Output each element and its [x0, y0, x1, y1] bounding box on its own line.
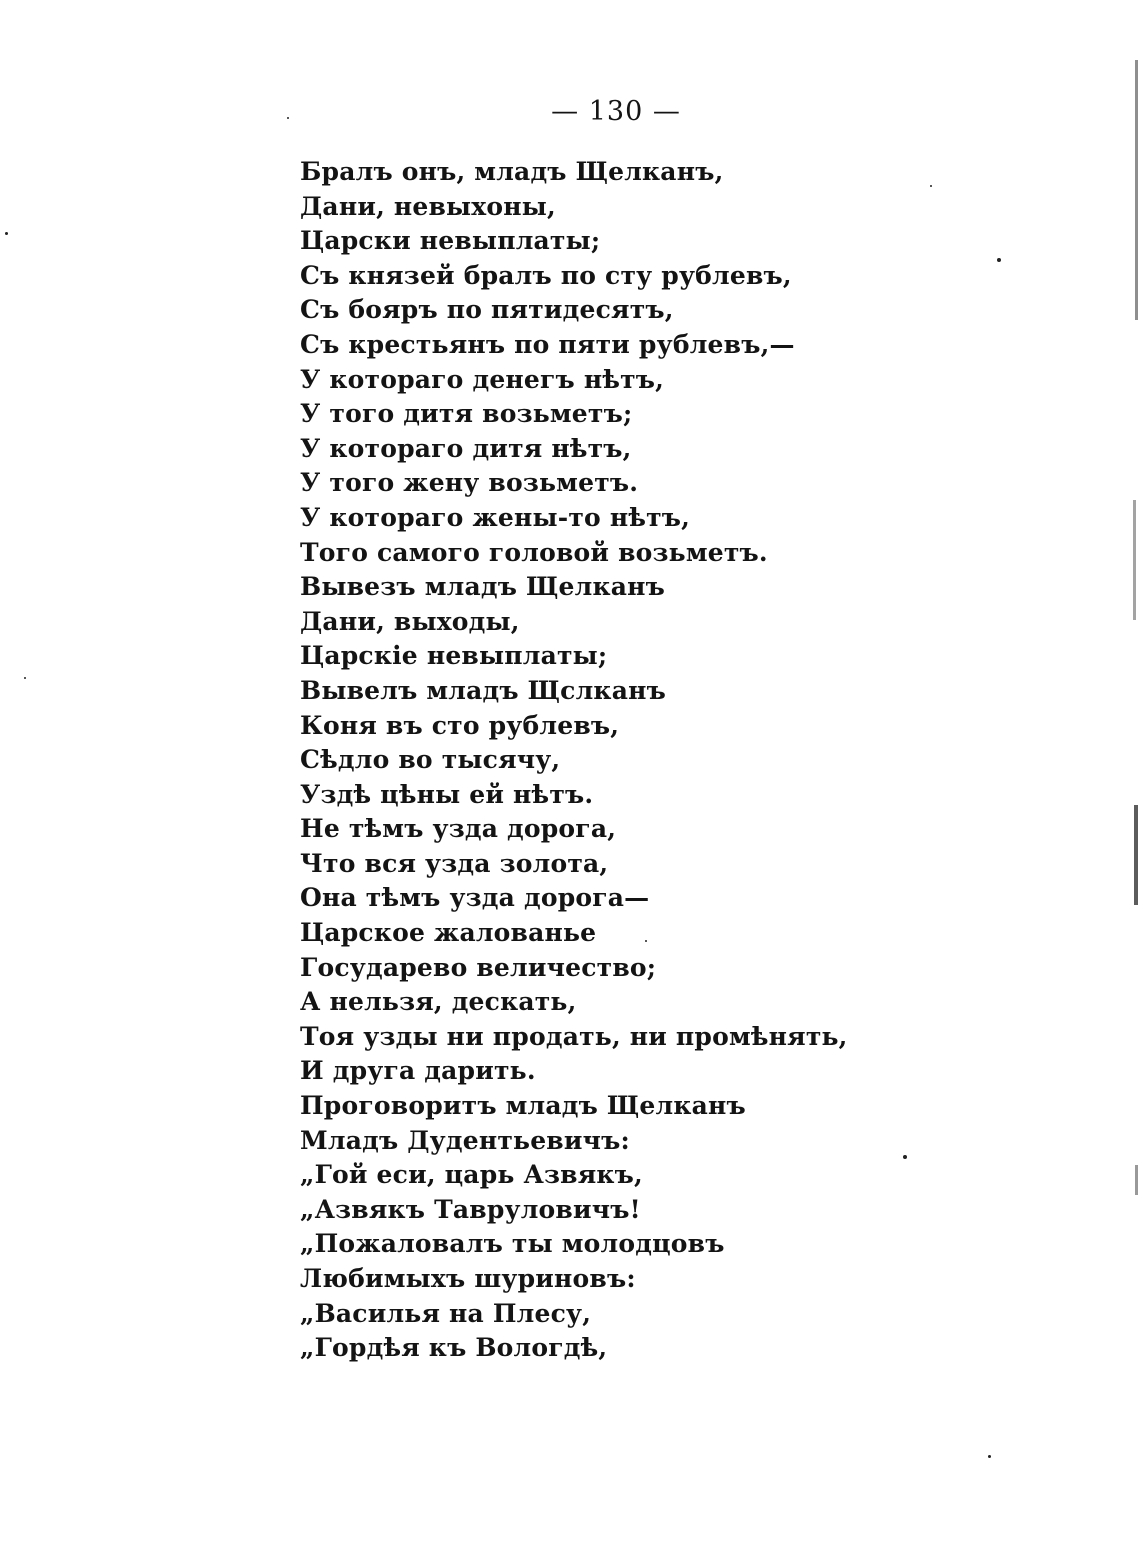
- scan-speck: [930, 185, 932, 187]
- verse-line: Уздѣ цѣны ей нѣтъ.: [300, 779, 594, 809]
- verse-line: У котораго денегъ нѣтъ,: [300, 364, 665, 394]
- scan-speck: [903, 1155, 907, 1159]
- verse-line: Государево величество;: [300, 952, 657, 982]
- verse-line: Съ крестьянъ по пяти рублевъ,—: [300, 329, 795, 359]
- verse-line: Она тѣмъ узда дорога—: [300, 883, 650, 913]
- verse-line: У того дитя возьметъ;: [300, 399, 633, 429]
- scan-speck: [988, 1455, 991, 1458]
- page-number: — 130 —: [551, 96, 681, 127]
- verse-line: Царскіе невыплаты;: [300, 641, 608, 671]
- verse-line: Вывелъ младъ Щслканъ: [300, 675, 666, 705]
- verse-text: [300, 155, 848, 1366]
- scan-edge-mark: [1134, 805, 1138, 905]
- verse-line: „Гой еси, царь Азвякъ,: [300, 1160, 643, 1190]
- scan-speck: [24, 677, 26, 679]
- verse-line: Проговоритъ младъ Щелканъ: [300, 1091, 746, 1121]
- verse-line: Сѣдло во тысячу,: [300, 745, 561, 775]
- verse-line: Царское жалованье: [300, 918, 597, 948]
- verse-line: Младъ Дудентьевичъ:: [300, 1125, 630, 1155]
- scan-edge-mark: [1135, 60, 1138, 320]
- scan-speck: [997, 258, 1001, 262]
- verse-line: А нельзя, дескать,: [300, 987, 577, 1017]
- verse-line: Царски невыплаты;: [300, 226, 601, 256]
- verse-line: У котораго дитя нѣтъ,: [300, 433, 632, 463]
- verse-line: Тоя узды ни продать, ни промѣнять,: [300, 1021, 848, 1051]
- verse-line: И друга дарить.: [300, 1056, 536, 1086]
- verse-line: У котораго жены-то нѣтъ,: [300, 502, 691, 532]
- verse-line: Коня въ сто рублевъ,: [300, 710, 620, 740]
- verse-line: „Азвякъ Тавруловичъ!: [300, 1194, 641, 1224]
- verse-line: Дани, невыхоны,: [300, 191, 556, 221]
- verse-line: Что вся узда золота,: [300, 848, 609, 878]
- scan-speck: [5, 232, 8, 235]
- scan-speck: [287, 117, 289, 119]
- verse-line: Съ князей бралъ по сту рублевъ,: [300, 260, 792, 290]
- verse-line: Бралъ онъ, младъ Щелканъ,: [300, 157, 724, 186]
- verse-line: „Гордѣя къ Вологдѣ,: [300, 1333, 608, 1363]
- scan-edge-mark: [1135, 1165, 1138, 1195]
- verse-line: Того самого головой возьметъ.: [300, 537, 768, 567]
- verse-line: „Пожаловалъ ты молодцовъ: [300, 1229, 725, 1259]
- verse-line: У того жену возьметъ.: [300, 468, 639, 498]
- verse-line: Не тѣмъ узда дорога,: [300, 814, 617, 844]
- verse-line: Дани, выходы,: [300, 606, 520, 636]
- scan-edge-mark: [1133, 500, 1136, 620]
- verse-line: „Василья на Плесу,: [300, 1298, 592, 1328]
- verse-line: Любимыхъ шуриновъ:: [300, 1264, 636, 1293]
- verse-line: Вывезъ младъ Щелканъ: [300, 572, 665, 602]
- scan-speck: [645, 940, 647, 942]
- verse-line: Съ бояръ по пятидесятъ,: [300, 295, 674, 325]
